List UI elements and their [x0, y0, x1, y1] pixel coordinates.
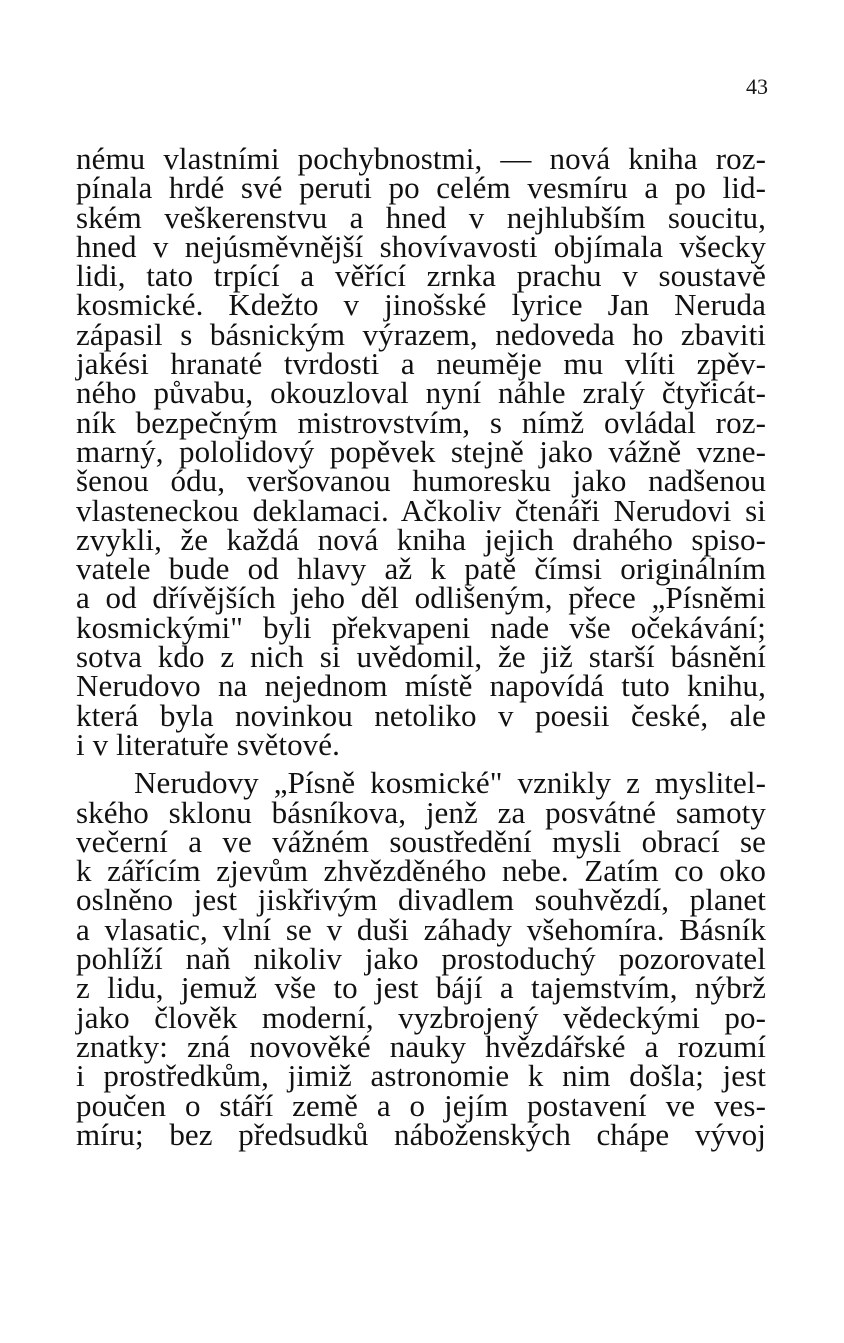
- page-number: 43: [746, 74, 768, 99]
- text-line: ského sklonu básníkova, jenž za posvátné samoty: [76, 794, 766, 830]
- text-line: večerní a ve vážném soustředění mysli obrací se: [76, 823, 766, 859]
- text-line: oslněno jest jiskřivým divadlem souhvězdí, planet: [76, 882, 766, 918]
- text-line: k zářícím zjevům zhvězděného nebe. Zatím co oko: [76, 853, 766, 889]
- paragraph-2: [76, 765, 766, 1152]
- text-line: nému vlastními pochybnostmi, — nová kniha roz-: [76, 141, 766, 176]
- paragraph-1: [76, 141, 766, 762]
- text-line: z lidu, jemuž vše to jest bájí a tajemstvím, nýbrž: [76, 970, 766, 1006]
- text-line: sotva kdo z nich si uvědomil, že již starší básnění: [76, 639, 766, 675]
- text-line: která byla novinkou netoliko v poesii české, ale: [76, 697, 766, 733]
- text-line: ného půvabu, okouzloval nyní náhle zralý čtyřicát-: [76, 375, 766, 411]
- page-text: [76, 141, 766, 1152]
- text-line: a od dřívějších jeho děl odlišeným, přece „Písněmi: [76, 580, 766, 616]
- text-line: míru; bez předsudků náboženských chápe vývoj: [76, 1116, 766, 1152]
- text-line: kosmické. Kdežto v jinošské lyrice Jan Neruda: [76, 287, 766, 323]
- text-line: a vlasatic, vlní se v duši záhady všehomíra. Básník: [76, 911, 766, 947]
- text-line: lidi, tato trpící a věřící zrnka prachu v soustavě: [76, 258, 766, 294]
- text-line: vatele bude od hlavy až k patě čímsi originálním: [76, 551, 766, 587]
- text-line: ník bezpečným mistrovstvím, s nímž ovládal roz-: [76, 404, 766, 440]
- text-line: i v literatuře světové.: [76, 726, 340, 762]
- text-line: znatky: zná novověké nauky hvězdářské a rozumí: [76, 1028, 766, 1064]
- text-line: jakési hranaté tvrdosti a neuměje mu vlíti zpěv-: [76, 346, 766, 382]
- text-line: hned v nejúsměvnější shovívavosti objímala všecky: [76, 228, 766, 264]
- text-line: Nerudovy „Písně kosmické" vznikly z myslitel-: [134, 765, 766, 801]
- text-line: ském veškerenstvu a hned v nejhlubším soucitu,: [76, 199, 766, 235]
- text-line: pohlíží naň nikoliv jako prostoduchý pozorovatel: [76, 941, 766, 977]
- text-line: kosmickými" byli překvapeni nade vše očekávání;: [76, 609, 766, 645]
- text-line: vlasteneckou deklamaci. Ačkoliv čtenáři Nerudovi si: [76, 492, 766, 528]
- text-line: šenou ódu, veršovanou humoresku jako nadšenou: [76, 463, 766, 499]
- text-line: zvykli, že každá nová kniha jejich drahého spiso-: [76, 521, 766, 557]
- text-line: pínala hrdé své peruti po celém vesmíru a po lid-: [76, 170, 766, 206]
- text-line: Nerudovo na nejednom místě napovídá tuto knihu,: [76, 668, 766, 704]
- text-line: jako člověk moderní, vyzbrojený vědeckými po-: [76, 999, 766, 1035]
- text-line: zápasil s básnickým výrazem, nedoveda ho zbaviti: [76, 316, 766, 352]
- text-line: marný, pololidový popěvek stejně jako vážně vzne-: [76, 433, 766, 469]
- text-line: i prostředkům, jimiž astronomie k nim došla; jest: [76, 1058, 766, 1094]
- text-line: poučen o stáří země a o jejím postavení ve ves-: [76, 1087, 766, 1123]
